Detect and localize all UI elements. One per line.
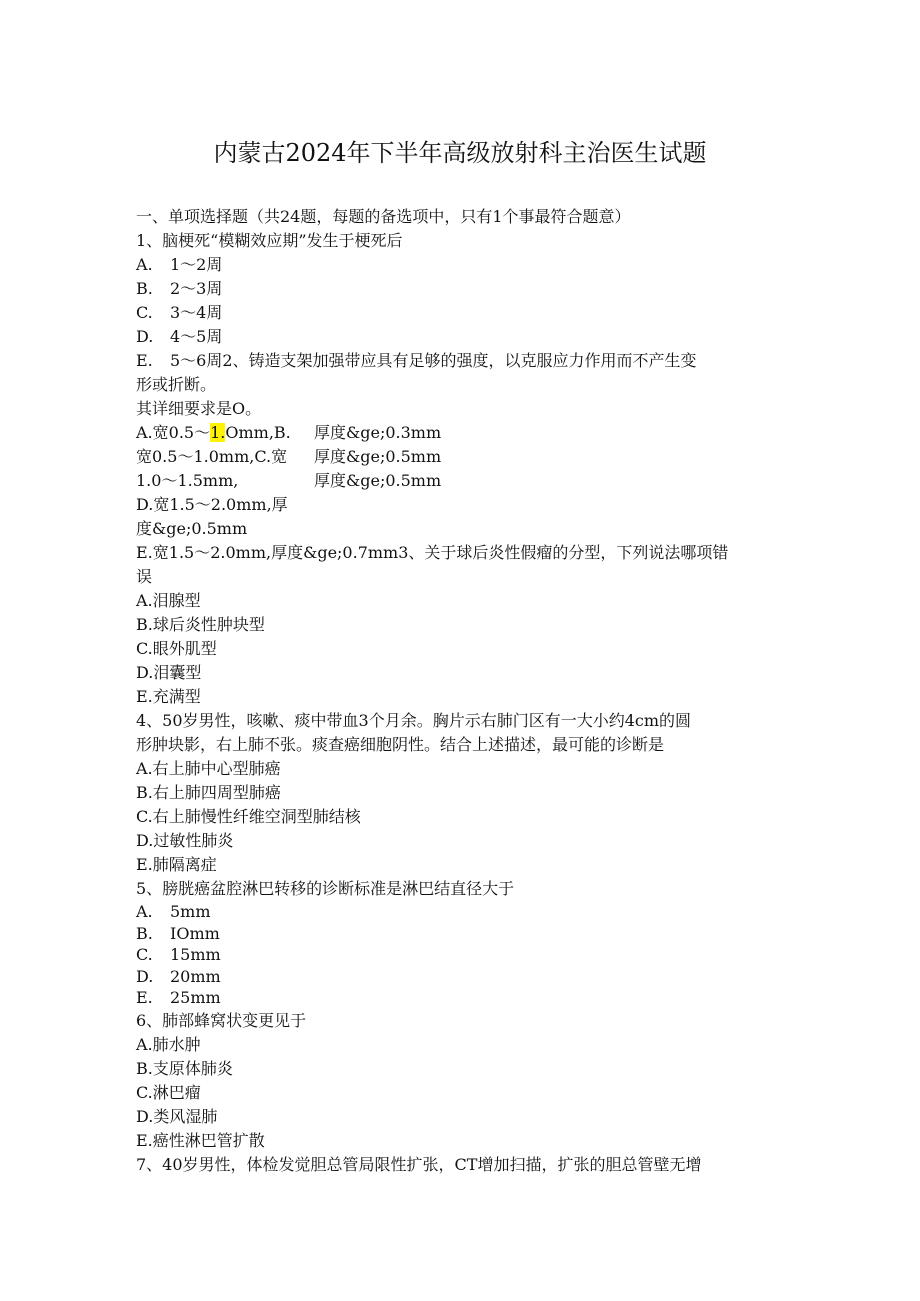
option-text: 2～3周	[170, 279, 223, 298]
question-6-option-a: A.肺水肿	[136, 1034, 201, 1054]
option-text: 20mm	[170, 966, 221, 986]
option-text: 3～4周	[170, 303, 223, 322]
option-letter: E.	[136, 351, 153, 370]
question-6-option-e: E.癌性淋巴管扩散	[136, 1130, 265, 1150]
option-letter: A.	[136, 255, 153, 274]
question-5-option-b	[136, 923, 786, 945]
question-1-option-e	[136, 349, 786, 373]
question-2-requirement: 其详细要求是O。	[136, 399, 262, 418]
question-1-option-a	[136, 253, 786, 277]
document-body	[136, 205, 786, 1177]
option-letter: D.	[136, 966, 154, 986]
question-2-thickness-c: 厚度&ge;0.5mm	[314, 471, 442, 490]
option-text: IOmm	[170, 923, 220, 943]
question-6-option-b: B.支原体肺炎	[136, 1058, 233, 1078]
question-5-option-d	[136, 966, 786, 988]
highlighted-text: 1.	[210, 423, 226, 442]
question-4-option-e: E.肺隔离症	[136, 855, 217, 874]
question-3-option-e: E.充满型	[136, 687, 201, 706]
option-text: 5～6周2、铸造支架加强带应具有足够的强度，以克服应力作用而不产生变	[170, 351, 697, 370]
option-text: 1～2周	[170, 255, 223, 274]
question-6-option-d: D.类风湿肺	[136, 1106, 218, 1126]
question-7-stem: 7、40岁男性，体检发觉胆总管局限性扩张，CT增加扫描，扩张的胆总管壁无增	[136, 1154, 702, 1174]
option-text: 15mm	[170, 945, 221, 964]
question-5-option-a	[136, 901, 786, 923]
question-2-option-e: E.宽1.5～2.0mm,厚度&ge;0.7mm3、关于球后炎性假瘤的分型，下列说法哪项错	[136, 543, 729, 562]
question-4-option-a: A.右上肺中心型肺癌	[136, 759, 281, 778]
option-letter: C.	[136, 303, 153, 322]
question-2-option-b: 宽0.5～1.0mm,C.宽	[136, 447, 288, 466]
option-letter: D.	[136, 327, 154, 346]
question-1-option-c	[136, 301, 786, 325]
option-letter: C.	[136, 945, 153, 964]
question-2-option-d: D.宽1.5～2.0mm,厚	[136, 495, 288, 514]
question-2-thickness-a: 厚度&ge;0.3mm	[314, 423, 442, 442]
question-6-option-c: C.淋巴瘤	[136, 1082, 201, 1102]
document-title: 内蒙古2024年下半年高级放射科主治医生试题	[213, 139, 707, 167]
question-2-options-left	[136, 421, 291, 493]
option-letter: A.	[136, 902, 153, 921]
section-heading: 一、单项选择题（共24题，每题的备选项中，只有1个事最符合题意）	[136, 207, 631, 226]
question-4-option-b: B.右上肺四周型肺癌	[136, 783, 281, 802]
question-4-option-d: D.过敏性肺炎	[136, 831, 234, 850]
question-5-stem: 5、膀胱癌盆腔淋巴转移的诊断标准是淋巴结直径大于	[136, 879, 515, 898]
option-letter: E.	[136, 988, 153, 1007]
question-2-option-d-cont: 度&ge;0.5mm	[136, 519, 248, 538]
option-a-prefix: A.宽0.5～	[136, 423, 211, 442]
question-2-options-table	[136, 421, 786, 493]
question-4-option-c: C.右上肺慢性纤维空洞型肺结核	[136, 807, 361, 826]
question-1-option-b	[136, 277, 786, 301]
question-3-option-b: B.球后炎性肿块型	[136, 615, 265, 634]
question-2-thickness-b: 厚度&ge;0.5mm	[314, 447, 442, 466]
question-4-stem-line-1: 4、50岁男性，咳嗽、痰中带血3个月余。胸片示右肺门区有一大小约4cm的圆	[136, 711, 692, 730]
question-6-stem: 6、肺部蜂窝状变更见于	[136, 1010, 307, 1030]
question-3-option-a: A.泪腺型	[136, 591, 201, 610]
question-2-option-c: 1.0～1.5mm,	[136, 471, 239, 490]
option-text: 5mm	[170, 902, 211, 921]
question-1-option-d	[136, 325, 786, 349]
option-text: 25mm	[170, 988, 221, 1007]
question-5-option-c	[136, 944, 786, 966]
question-3-stem-cont: 误	[136, 567, 153, 586]
question-3-option-c: C.眼外肌型	[136, 639, 217, 658]
question-3-option-d: D.泪囊型	[136, 663, 202, 682]
option-letter: B.	[136, 279, 153, 298]
question-1-stem: 1、脑梗死“模糊效应期”发生于梗死后	[136, 231, 403, 250]
question-2-stem-continued: 形或折断。	[136, 375, 217, 394]
question-2-option-a	[136, 421, 291, 445]
question-5-option-e	[136, 987, 786, 1009]
option-letter: B.	[136, 923, 153, 943]
option-a-suffix: Omm,B.	[225, 423, 291, 442]
option-text: 4～5周	[170, 327, 223, 346]
question-4-stem-line-2: 形肿块影，右上肺不张。痰查癌细胞阴性。结合上述描述，最可能的诊断是	[136, 735, 665, 754]
question-2-options-right	[314, 421, 441, 493]
